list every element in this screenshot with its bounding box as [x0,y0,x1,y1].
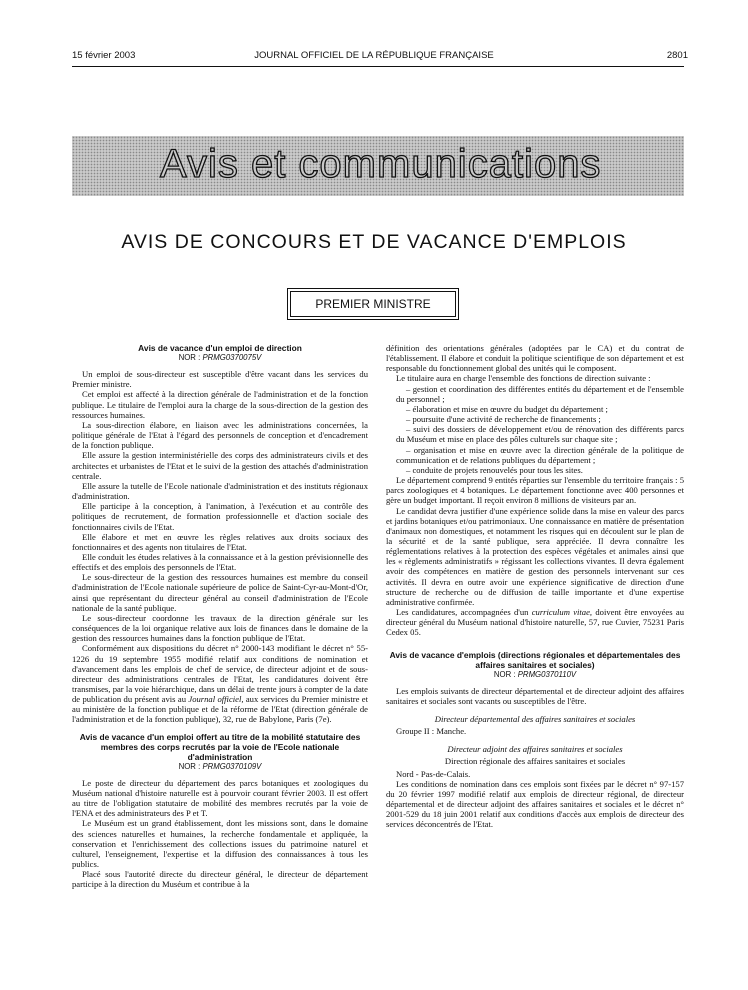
nor-reference: NOR : PRMG0370110V [493,669,577,679]
section-banner [72,136,684,196]
section-title: AVIS DE CONCOURS ET DE VACANCE D'EMPLOIS [121,231,627,253]
notice-title: Avis de vacance d'un emploi offert au titre de la mobilité statutaire des membres des corps recrutés par la voie de l'Ecole nationale d'administration [79,731,361,762]
list-item: – suivi des dossiers de développement et/ou de rénovation des différents parcs du Muséum et mise en place des pôles culturels sur chaque site ; [396,424,684,445]
paragraph: Nord - Pas-de-Calais. [396,768,471,779]
paragraph: Le candidat devra justifier d'une expérience solide dans la mise en valeur des parcs et jardins botaniques et/ou patrimoniaux. Une connaissance en matière de présentation d'animaux non domestiques, et notamment les risques qui en découlent sur le plan de la sécurité et de la santé publique, sera appréciée. Il devra connaître les réglementations relatives à la protection des espèces végétales et animales ainsi que les « règlements administratifs » régissant les collections vivantes. Il devra également avoir des compétences en matière de gestion des personnels intervenant sur ces activités. Il devra en outre avoir une expérience significative de direction d'une structure de recherche ou de diffusion de taille importante et d'une expertise administrative confirmée. [386,505,684,607]
subheading: Directeur adjoint des affaires sanitaires et sociales [447,744,623,755]
list-item: – conduite de projets renouvelés pour tous les sites. [406,464,583,475]
banner-title: Avis et communications [160,142,602,186]
paragraph: Un emploi de sous-directeur est susceptible d'être vacant dans les services du Premier ministre. [72,369,368,390]
nor-reference: NOR : PRMG0370109V [178,761,262,771]
paragraph: définition des orientations générales (adoptées par le CA) et du contrat de l'établissement. Il élabore et conduit la politique scientifique de son département et est responsable du fonctionnement global des unités qui le composent. [386,343,684,374]
header-date: 15 février 2003 [72,50,136,61]
paragraph: Elle assure la tutelle de l'Ecole nationale d'administration et des instituts régionaux d'administration. [72,480,368,502]
paragraph: Elle participe à la conception, à l'animation, à l'exécution et au contrôle des politiques de recrutement, de formation professionnelle et d'action sociale des fonctionnaires civils de l'Etat. [72,501,368,532]
subheading: Directeur départemental des affaires sanitaires et sociales [434,714,636,724]
paragraph: Cet emploi est affecté à la direction générale de l'administration et de la fonction publique. Le titulaire de l'emploi aura la charge de la sous-direction de la gestion des ressources humaines. [72,389,368,420]
list-item: – organisation et mise en œuvre avec la direction générale de la politique de communication et de relations publiques du département ; [396,444,684,465]
right-column [386,343,684,830]
paragraph: Groupe II : Manche. [396,726,467,737]
paragraph: Elle élabore et met en œuvre les règles relatives aux droits sociaux des fonctionnaires et des agents non titulaires de l'Etat. [72,531,368,552]
paragraph: Les candidatures, accompagnées d'un curriculum vitae, doivent être envoyées au directeur général du Muséum national d'histoire naturelle, 57, rue Cuvier, 75231 Paris Cedex 05. [386,607,684,638]
notice-title: Avis de vacance d'emplois (directions régionales et départementales des affaires sanitaires et sociales) [389,649,681,670]
notice-title: Avis de vacance d'un emploi de direction [138,343,302,353]
paragraph: Conformément aux dispositions du décret n° 2000-143 modifiant le décret n° 55-1226 du 19 septembre 1955 modifié relatif aux conditions de nomination et d'avancement dans les emplois de chef de service, de directeur adjoint et de sous-directeur des administrations centrales de l'Etat, les candidatures doivent être transmises, par la voie hiérarchique, dans un délai de trente jours à compter de la date de publication du présent avis au Journal officiel, aux services du Premier ministre et au ministère de la fonction publique et de la réforme de l'Etat (direction générale de l'administration et de la fonction publique), 32, rue de Babylone, Paris (7e). [72,643,368,725]
list-item: – gestion et coordination des différentes entités du département et de l'ensemble du personnel ; [396,383,684,404]
paragraph: Le Muséum est un grand établissement, dont les missions sont, dans le domaine des sciences naturelles et humaines, la recherche fondamentale et appliquée, la conservation et l'enrichissement des collections issues du patrimoine naturel et culturel, l'enseignement, l'expertise et la diffusion des connaissances à tous les publics. [72,818,368,870]
header-page-number: 2801 [666,50,688,61]
running-header [0,50,748,64]
nor-reference: NOR : PRMG0370075V [178,353,262,362]
list-item: – élaboration et mise en œuvre du budget du département ; [406,403,608,414]
header-journal-title: JOURNAL OFFICIEL DE LA RÉPUBLIQUE FRANÇAISE [254,50,494,61]
paragraph: Le sous-directeur de la gestion des ressources humaines est membre du conseil d'administration de l'Ecole nationale supérieure de police de Saint-Cyr-au-Mont-d'Or, ainsi que représentant du directeur général au conseil d'administration de l'Ecole nationale de la santé publique. [72,572,368,613]
paragraph: Les conditions de nomination dans ces emplois sont fixées par le décret n° 97-157 du 20 février 1997 modifié relatif aux emplois de directeur régional, de directeur départemental et de directeur adjoint des affaires sanitaires et sociales et le décret n° 2001-529 du 18 juin 2001 relatif aux conditions d'accès aux emplois de directeur des services déconcentrés de l'Etat. [386,778,684,830]
paragraph: Le titulaire aura en charge l'ensemble des fonctions de direction suivante : [396,373,651,384]
list-item: – poursuite d'une activité de recherche de financements ; [406,414,601,425]
ministry-box: PREMIER MINISTRE [290,291,456,317]
centered-line: Direction régionale des affaires sanitaires et sociales [444,756,626,767]
paragraph: Les emplois suivants de directeur départemental et de directeur adjoint des affaires sanitaires et sociales sont vacants ou susceptibles de l'être. [386,685,684,706]
paragraph: Placé sous l'autorité directe du directeur général, le directeur de département participe à la direction du Muséum et contribue à la [72,869,368,890]
paragraph: Le département comprend 9 entités réparties sur l'ensemble du territoire français : 5 parcs zoologiques et 4 botaniques. Le département fonctionne avec 400 personnes et gère un budget important. Il reçoit environ 8 millions de visiteurs par an. [386,475,684,506]
header-rule [72,66,684,67]
paragraph: Le poste de directeur du département des parcs botaniques et zoologiques du Muséum national d'histoire naturelle est à pourvoir courant février 2003. Il est offert au titre de l'obligation statutaire de mobilité des membres recrutés par la voie de l'ENA et des administrateurs des P et T. [72,777,368,819]
paragraph: Elle conduit les études relatives à la connaissance et à la gestion prévisionnelle des effectifs et des emplois des personnels de l'Etat. [72,551,368,573]
paragraph: Elle assure la gestion interministérielle des corps des administrateurs civils et des architectes et urbanistes de l'Etat et le suivi de la gestion des attachés d'administration centrale. [72,450,368,481]
paragraph: Le sous-directeur coordonne les travaux de la direction générale sur les conséquences de la loi organique relative aux lois de finances dans le domaine de la gestion des ressources humaines dans la fonction publique de l'Etat. [72,612,368,644]
paragraph: La sous-direction élabore, en liaison avec les administrations concernées, la politique générale de l'Etat à l'égard des personnels de conception et d'encadrement de la fonction publique. [72,419,368,451]
left-column [72,343,368,890]
